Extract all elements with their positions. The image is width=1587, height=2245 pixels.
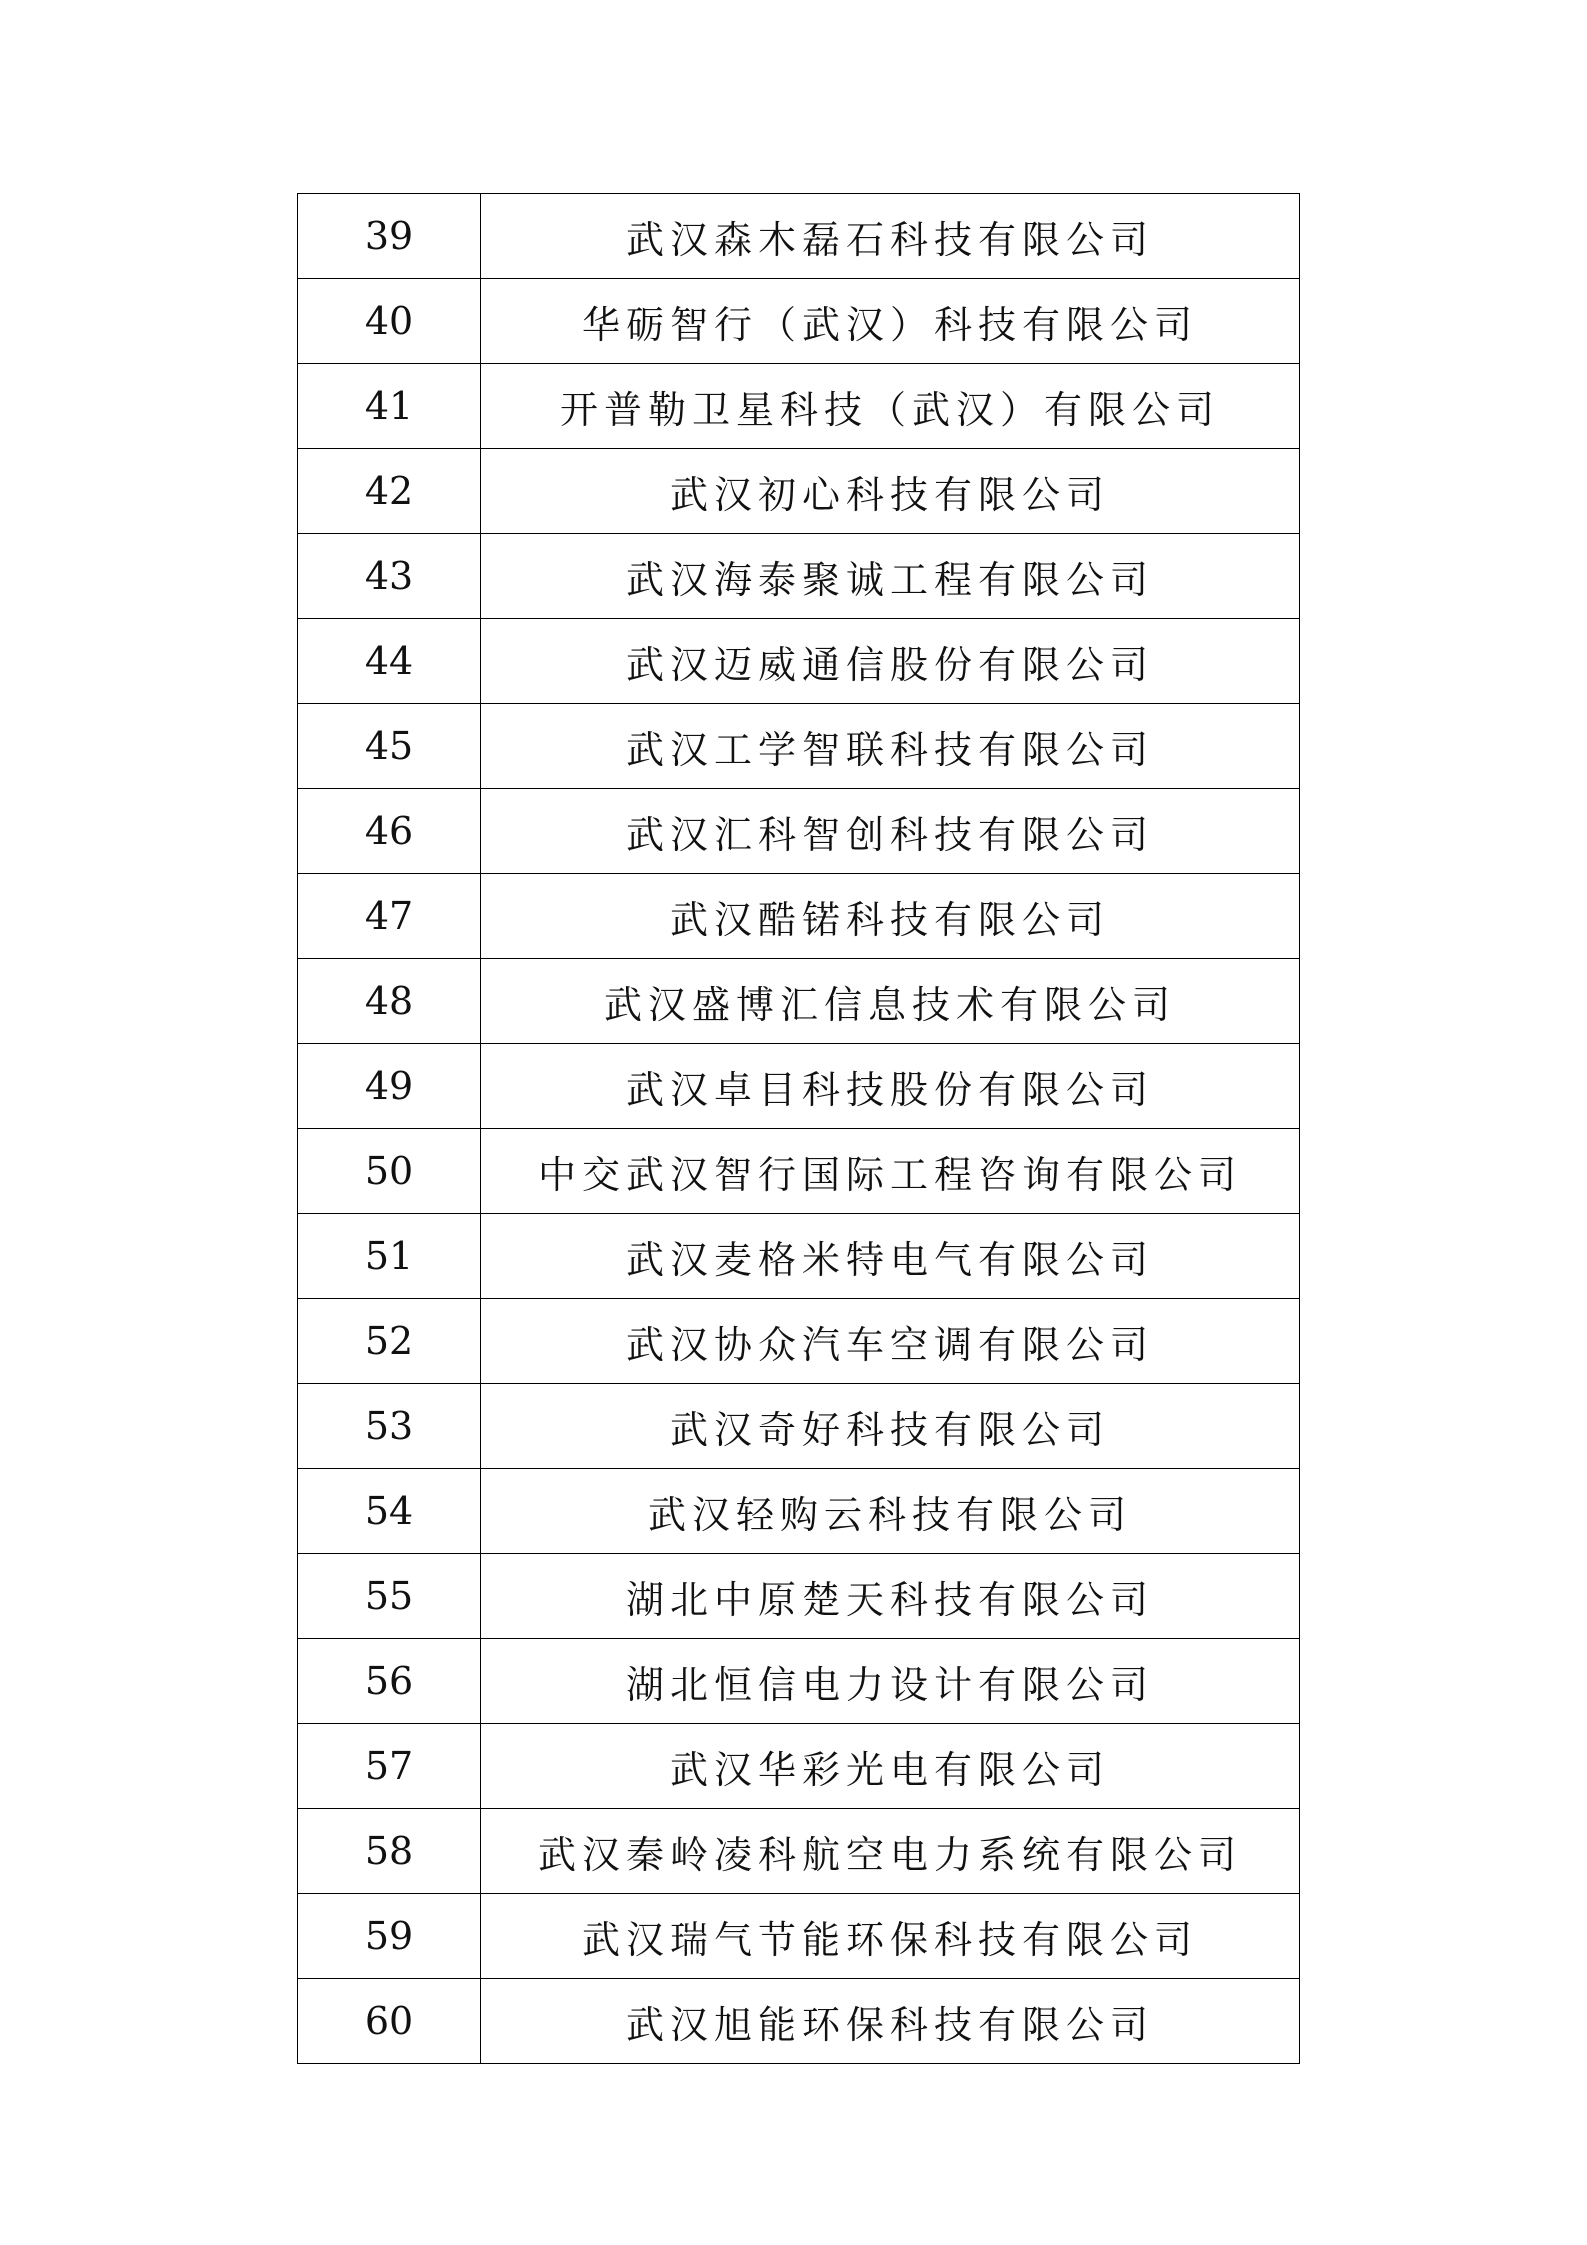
table-row (298, 1809, 1300, 1894)
company-name-cell: 武汉海泰聚诚工程有限公司 (481, 534, 1300, 619)
company-name-cell: 武汉酷锘科技有限公司 (481, 874, 1300, 959)
company-name-cell: 湖北恒信电力设计有限公司 (481, 1639, 1300, 1724)
row-number-cell: 53 (298, 1384, 481, 1469)
document-page (297, 193, 1300, 2064)
company-name-cell: 武汉森木磊石科技有限公司 (481, 194, 1300, 279)
company-name-cell: 武汉盛博汇信息技术有限公司 (481, 959, 1300, 1044)
company-name-cell: 武汉秦岭凌科航空电力系统有限公司 (481, 1809, 1300, 1894)
row-number-cell: 58 (298, 1809, 481, 1894)
row-number-cell: 40 (298, 279, 481, 364)
company-name-cell: 武汉初心科技有限公司 (481, 449, 1300, 534)
table-row (298, 534, 1300, 619)
table-row (298, 1469, 1300, 1554)
company-name-cell: 武汉麦格米特电气有限公司 (481, 1214, 1300, 1299)
row-number-cell: 52 (298, 1299, 481, 1384)
company-name-cell: 武汉汇科智创科技有限公司 (481, 789, 1300, 874)
table-row (298, 279, 1300, 364)
company-name-cell: 武汉轻购云科技有限公司 (481, 1469, 1300, 1554)
table-row (298, 1299, 1300, 1384)
table-row (298, 1639, 1300, 1724)
row-number-cell: 49 (298, 1044, 481, 1129)
company-name-cell: 武汉奇好科技有限公司 (481, 1384, 1300, 1469)
table-row (298, 1214, 1300, 1299)
row-number-cell: 51 (298, 1214, 481, 1299)
row-number-cell: 39 (298, 194, 481, 279)
table-row (298, 194, 1300, 279)
row-number-cell: 45 (298, 704, 481, 789)
row-number-cell: 59 (298, 1894, 481, 1979)
table-row (298, 1129, 1300, 1214)
row-number-cell: 44 (298, 619, 481, 704)
table-row (298, 1554, 1300, 1639)
table-row (298, 789, 1300, 874)
company-name-cell: 中交武汉智行国际工程咨询有限公司 (481, 1129, 1300, 1214)
table-row (298, 364, 1300, 449)
company-name-cell: 湖北中原楚天科技有限公司 (481, 1554, 1300, 1639)
table-row (298, 1724, 1300, 1809)
row-number-cell: 50 (298, 1129, 481, 1214)
table-row (298, 1979, 1300, 2064)
table-row (298, 1044, 1300, 1129)
table-row (298, 874, 1300, 959)
row-number-cell: 41 (298, 364, 481, 449)
row-number-cell: 54 (298, 1469, 481, 1554)
company-name-cell: 武汉旭能环保科技有限公司 (481, 1979, 1300, 2064)
company-name-cell: 华砺智行（武汉）科技有限公司 (481, 279, 1300, 364)
company-name-cell: 开普勒卫星科技（武汉）有限公司 (481, 364, 1300, 449)
row-number-cell: 47 (298, 874, 481, 959)
table-row (298, 619, 1300, 704)
row-number-cell: 55 (298, 1554, 481, 1639)
company-list-table (297, 193, 1300, 2064)
row-number-cell: 60 (298, 1979, 481, 2064)
company-name-cell: 武汉卓目科技股份有限公司 (481, 1044, 1300, 1129)
company-name-cell: 武汉工学智联科技有限公司 (481, 704, 1300, 789)
row-number-cell: 48 (298, 959, 481, 1044)
row-number-cell: 43 (298, 534, 481, 619)
table-row (298, 959, 1300, 1044)
row-number-cell: 56 (298, 1639, 481, 1724)
table-row (298, 1894, 1300, 1979)
table-row (298, 1384, 1300, 1469)
table-row (298, 704, 1300, 789)
company-name-cell: 武汉迈威通信股份有限公司 (481, 619, 1300, 704)
table-row (298, 449, 1300, 534)
table-body (298, 194, 1300, 2064)
row-number-cell: 42 (298, 449, 481, 534)
row-number-cell: 57 (298, 1724, 481, 1809)
company-name-cell: 武汉华彩光电有限公司 (481, 1724, 1300, 1809)
company-name-cell: 武汉协众汽车空调有限公司 (481, 1299, 1300, 1384)
company-name-cell: 武汉瑞气节能环保科技有限公司 (481, 1894, 1300, 1979)
row-number-cell: 46 (298, 789, 481, 874)
